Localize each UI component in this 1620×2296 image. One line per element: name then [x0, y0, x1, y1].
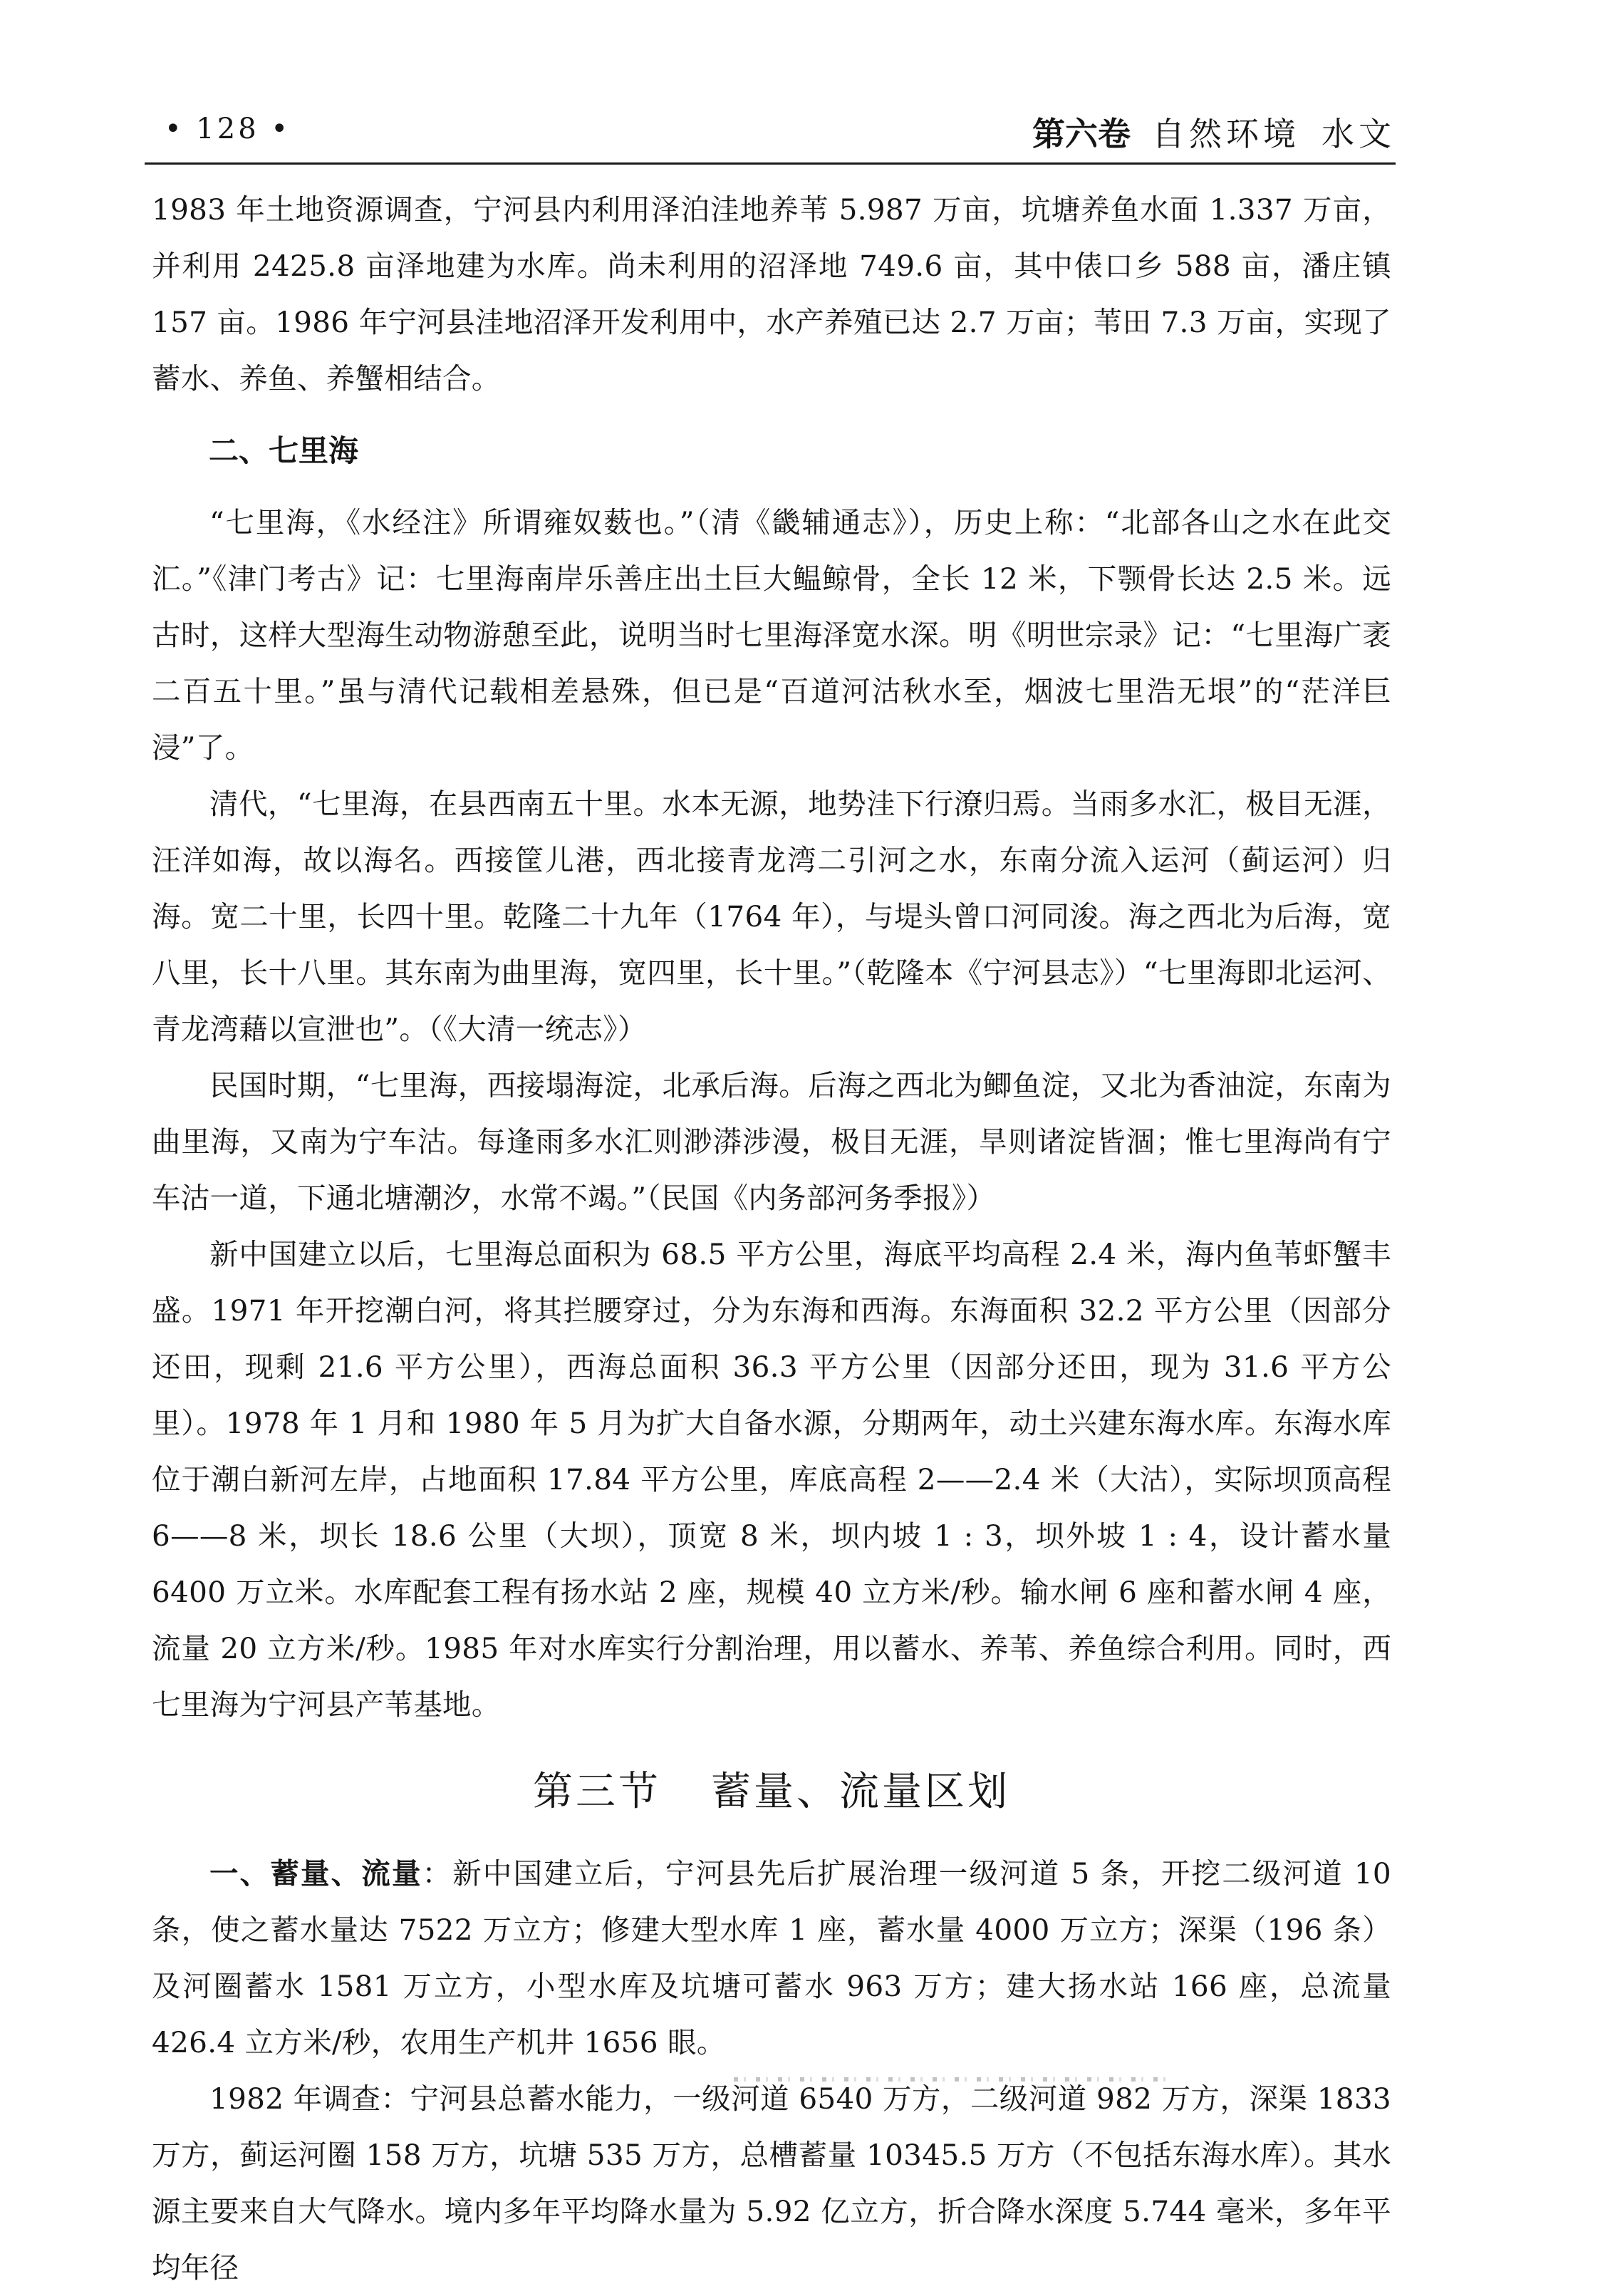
page-header: [145, 107, 1396, 157]
paragraph-storage-flow: [152, 1846, 1391, 2071]
paragraph-land-survey: 1983 年土地资源调查，宁河县内利用泽泊洼地养苇 5.987 万亩，坑塘养鱼水面 1.337 万亩，并利用 2425.8 亩泽地建为水库。尚未利用的沼泽地 749.6 亩，其中俵口乡 588 亩，潘庄镇 157 亩。1986 年宁河县洼地沼泽开发利用中，水产养殖已达 2.7 万亩；苇田 7.3 万亩，实现了蓄水、养鱼、养蟹相结合。: [152, 192, 1391, 395]
paragraph-republic-era: 民国时期，“七里海，西接塌海淀，北承后海。后海之西北为鲫鱼淀，又北为香油淀，东南为曲里海，又南为宁车沽。每逢雨多水汇则渺漭涉漫，极目无涯，旱则诸淀皆涸；惟七里海尚有宁车沽一道，下通北塘潮汐，水常不竭。”（民国《内务部河务季报》）: [152, 1068, 1391, 1215]
header-rule: [145, 162, 1396, 165]
section-heading-qilihai: 二、七里海: [209, 433, 359, 468]
chapter-heading: [152, 1760, 1391, 1824]
page-number: • 128 •: [165, 113, 291, 145]
chapter-title: 蓄量、流量区划: [711, 1769, 1010, 1815]
paragraph-new-china: 新中国建立以后，七里海总面积为 68.5 平方公里，海底平均高程 2.4 米，海内鱼苇虾蟹丰盛。1971 年开挖潮白河，将其拦腰穿过，分为东海和西海。东海面积 32.2 平方公里（因部分还田，现剩 21.6 平方公里），西海总面积 36.3 平方公里（因部分还田，现为 31.6 平方公里）。1978 年 1 月和 1980 年 5 月为扩大自备水源，分期两年，动土兴建东海水库。东海水库位于潮白新河左岸，占地面积 17.84 平方公里，库底高程 2——2.4 米（大沽），实际坝顶高程 6——8 米，坝长 18.6 公里（大坝），顶宽 8 米，坝内坡 1 : 3，坝外坡 1 : 4，设计蓄水量 6400 万立米。水库配套工程有扬水站 2 座，规模 40 立方米/秒。输水闸 6 座和蓄水闸 4 座，流量 20 立方米/秒。1985 年对水库实行分割治理，用以蓄水、养苇、养鱼综合利用。同时，西七里海为宁河县产苇基地。: [152, 1237, 1391, 1722]
paragraph-1982-survey: 1982 年调查：宁河县总蓄水能力，一级河道 6540 万方，二级河道 982 万方，深渠 1833 万方，蓟运河圈 158 万方，坑塘 535 万方，总槽蓄量 10345.5 万方（不包括东海水库）。其水源主要来自大气降水。境内多年平均降水量为 5.92 亿立方，折合降水深度 5.744 毫米，多年平均年径: [152, 2082, 1391, 2285]
running-title: [1032, 108, 1396, 155]
paragraph-qing-dynasty: 清代，“七里海，在县西南五十里。水本无源，地势洼下行潦归焉。当雨多水汇，极目无涯，汪洋如海，故以海名。西接筐儿港，西北接青龙湾二引河之水，东南分流入运河（蓟运河）归海。宽二十里，长四十里。乾隆二十九年（1764 年），与堤头曾口河同浚。海之西北为后海，宽八里，长十八里。其东南为曲里海，宽四里，长十里。”（乾隆本《宁河县志》）“七里海即北运河、青龙湾藉以宣泄也”。（《大清一统志》）: [152, 787, 1391, 1046]
paragraph-storage-flow-text: ：新中国建立后，宁河县先后扩展治理一级河道 5 条，开挖二级河道 10 条，使之蓄水量达 7522 万立方；修建大型水库 1 座，蓄水量 4000 万立方；深渠（196 条）及河圈蓄水 1581 万立方，小型水库及坑塘可蓄水 963 万方；建大扬水站 166 座，总流量 426.4 立方米/秒，农用生产机井 1656 眼。: [152, 1856, 1391, 2059]
subsection-lead: 一、蓄量、流量: [209, 1856, 422, 1891]
chapter-number: 第三节: [533, 1769, 661, 1815]
volume-label: 第六卷: [1032, 115, 1131, 153]
paragraph-qilihai-history: “七里海，《水经注》所谓雍奴薮也。”（清《畿辅通志》），历史上称：“北部各山之水在此交汇。”《津门考古》记：七里海南岸乐善庄出土巨大鳁鲸骨，全长 12 米，下颚骨长达 2.5 米。远古时，这样大型海生动物游憩至此，说明当时七里海泽宽水深。明《明世宗录》记：“七里海广袤二百五十里。”虽与清代记载相差悬殊，但已是“百道河沽秋水至，烟波七里浩无垠”的“茫洋巨浸”了。: [152, 505, 1391, 765]
scan-artifact: [734, 2077, 1175, 2082]
topic-label: 自然环境: [1152, 115, 1300, 153]
subtopic-label: 水文: [1322, 115, 1396, 153]
page-body: [152, 182, 1391, 2296]
